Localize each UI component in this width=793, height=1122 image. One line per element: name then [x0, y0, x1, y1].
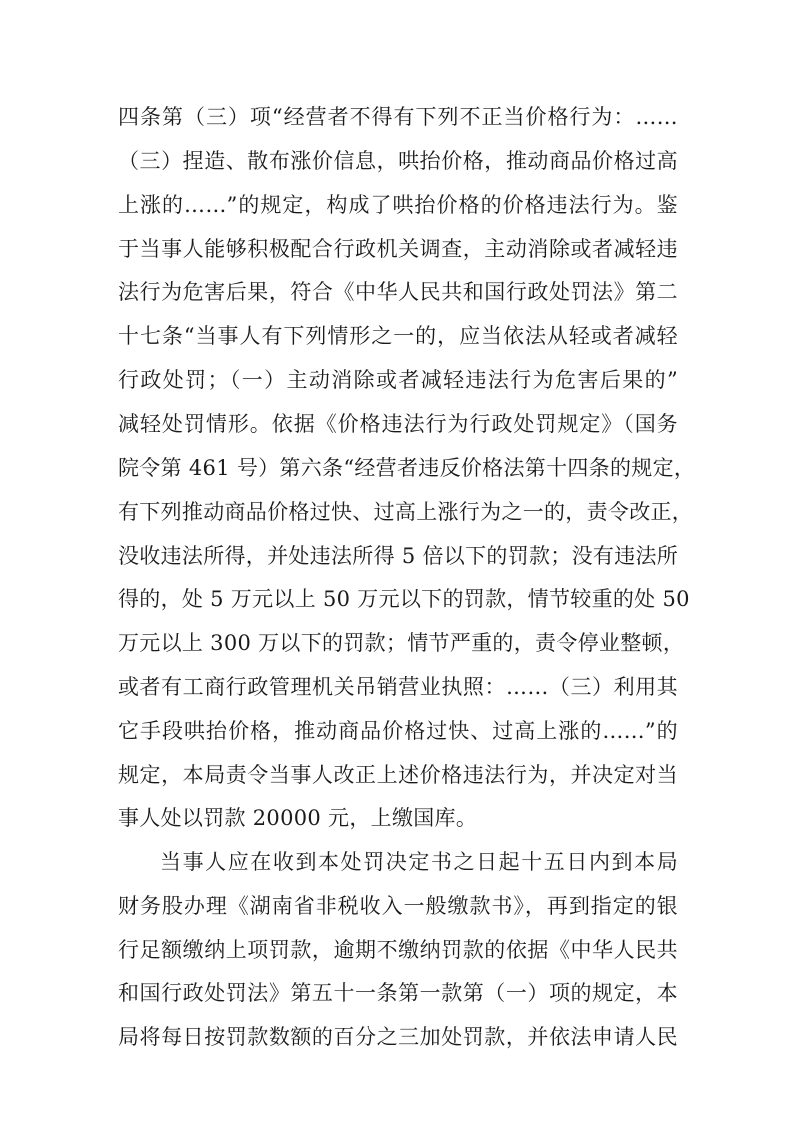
text-line: 事人处以罚款 20000 元，上缴国库。	[118, 806, 478, 830]
text-line: 法行为危害后果，符合《中华人民共和国行政处罚法》第二	[118, 280, 678, 304]
text-line: 规定，本局责令当事人改正上述价格违法行为，并决定对当	[118, 763, 678, 787]
text-line: 或者有工商行政管理机关吊销营业执照：……（三）利用其	[118, 675, 678, 699]
text-line: 行足额缴纳上项罚款，逾期不缴纳罚款的依据《中华人民共	[118, 938, 678, 962]
text-line: 局将每日按罚款数额的百分之三加处罚款，并依法申请人民	[118, 1025, 678, 1049]
text-line: 没收违法所得，并处违法所得 5 倍以下的罚款；没有违法所	[118, 544, 679, 568]
text-line: 有下列推动商品价格过快、过高上涨行为之一的，责令改正，	[118, 500, 694, 524]
text-line: 财务股办理《湖南省非税收入一般缴款书》，再到指定的银	[118, 894, 678, 918]
text-line: 十七条“当事人有下列情形之一的，应当依法从轻或者减轻	[118, 324, 678, 348]
text-line: 万元以上 300 万以下的罚款；情节严重的，责令停业整顿，	[118, 631, 685, 655]
text-line: 它手段哄抬价格，推动商品价格过快、过高上涨的……”的	[118, 719, 678, 743]
text-line: 上涨的……”的规定，构成了哄抬价格的价格违法行为。鉴	[118, 193, 678, 217]
text-line: 四条第（三）项“经营者不得有下列不正当价格行为：……	[118, 105, 678, 129]
text-line: 得的，处 5 万元以上 50 万元以下的罚款，情节较重的处 50	[118, 587, 690, 611]
text-line: 于当事人能够积极配合行政机关调查，主动消除或者减轻违	[118, 237, 678, 261]
text-line: （三）捏造、散布涨价信息，哄抬价格，推动商品价格过高	[118, 149, 678, 173]
text-line: 院令第 461 号）第六条“经营者违反价格法第十四条的规定，	[118, 456, 696, 480]
text-line: 行政处罚；（一）主动消除或者减轻违法行为危害后果的”	[118, 368, 678, 392]
text-line: 和国行政处罚法》第五十一条第一款第（一）项的规定，本	[118, 981, 678, 1005]
text-line: 当事人应在收到本处罚决定书之日起十五日内到本局	[160, 850, 678, 874]
text-line: 减轻处罚情形。依据《价格违法行为行政处罚规定》（国务	[118, 412, 678, 436]
